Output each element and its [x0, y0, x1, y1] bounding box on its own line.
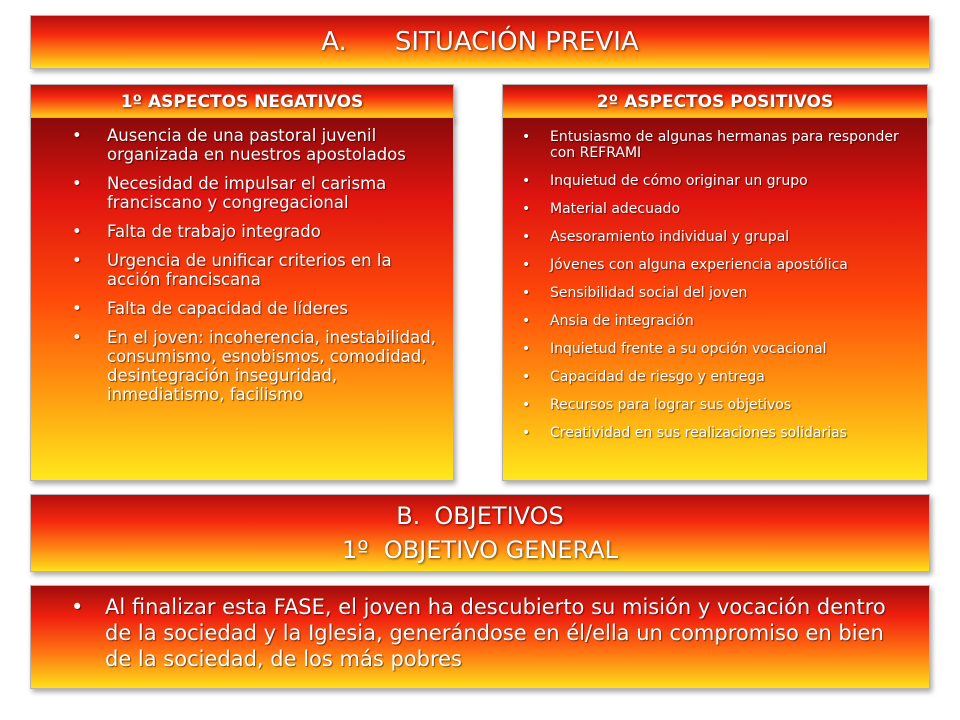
- list-item: • Creatividad en sus realizaciones solidarias: [550, 425, 915, 441]
- list-item: • Falta de capacidad de líderes: [107, 299, 437, 318]
- section-b-subtitle: 1º OBJETIVO GENERAL: [341, 536, 619, 564]
- positivos-panel: [502, 117, 928, 481]
- section-a-heading: [321, 27, 638, 57]
- positivos-header: [502, 84, 928, 120]
- list-item: • Inquietud de cómo originar un grupo: [550, 173, 915, 189]
- list-item: • Entusiasmo de algunas hermanas para responder con REFRAMI: [550, 129, 915, 161]
- positivos-header-label: 2º ASPECTOS POSITIVOS: [596, 92, 834, 112]
- negativos-header: [30, 84, 454, 120]
- objetivo-panel: [30, 585, 930, 689]
- section-b-heading: [396, 499, 564, 533]
- positivos-list: [550, 129, 915, 441]
- list-item: • Inquietud frente a su opción vocacional: [550, 341, 915, 357]
- section-b-letter: B.: [396, 502, 421, 530]
- list-item: • Necesidad de impulsar el carisma franciscano y congregacional: [107, 174, 437, 212]
- list-item: • Al finalizar esta FASE, el joven ha descubierto su misión y vocación dentro de la sociedad y la Iglesia, generándose en él/ella un compromiso en bien de la sociedad, de los más pobres: [105, 594, 905, 672]
- list-item: • Jóvenes con alguna experiencia apostólica: [550, 257, 915, 273]
- section-a-title-bar: [30, 15, 930, 69]
- section-b-title-bar: [30, 494, 930, 572]
- section-a-letter: A.: [321, 27, 347, 57]
- negativos-list: [107, 126, 437, 404]
- list-item: • Falta de trabajo integrado: [107, 222, 437, 241]
- list-item: • En el joven: incoherencia, inestabilidad, consumismo, esnobismos, comodidad, desintegración inseguridad, inmediatismo, facilismo: [107, 328, 437, 404]
- section-a-title: SITUACIÓN PREVIA: [394, 27, 639, 57]
- list-item: • Urgencia de unificar criterios en la acción franciscana: [107, 251, 437, 289]
- list-item: • Asesoramiento individual y grupal: [550, 229, 915, 245]
- list-item: • Ansia de integración: [550, 313, 915, 329]
- negativos-panel: [30, 117, 454, 481]
- list-item: • Material adecuado: [550, 201, 915, 217]
- list-item: • Ausencia de una pastoral juvenil organizada en nuestros apostolados: [107, 126, 437, 164]
- objetivo-list: [105, 594, 905, 672]
- list-item: • Recursos para lograr sus objetivos: [550, 397, 915, 413]
- list-item: • Sensibilidad social del joven: [550, 285, 915, 301]
- section-b-title: OBJETIVOS: [434, 502, 564, 530]
- list-item: • Capacidad de riesgo y entrega: [550, 369, 915, 385]
- negativos-header-label: 1º ASPECTOS NEGATIVOS: [120, 92, 364, 112]
